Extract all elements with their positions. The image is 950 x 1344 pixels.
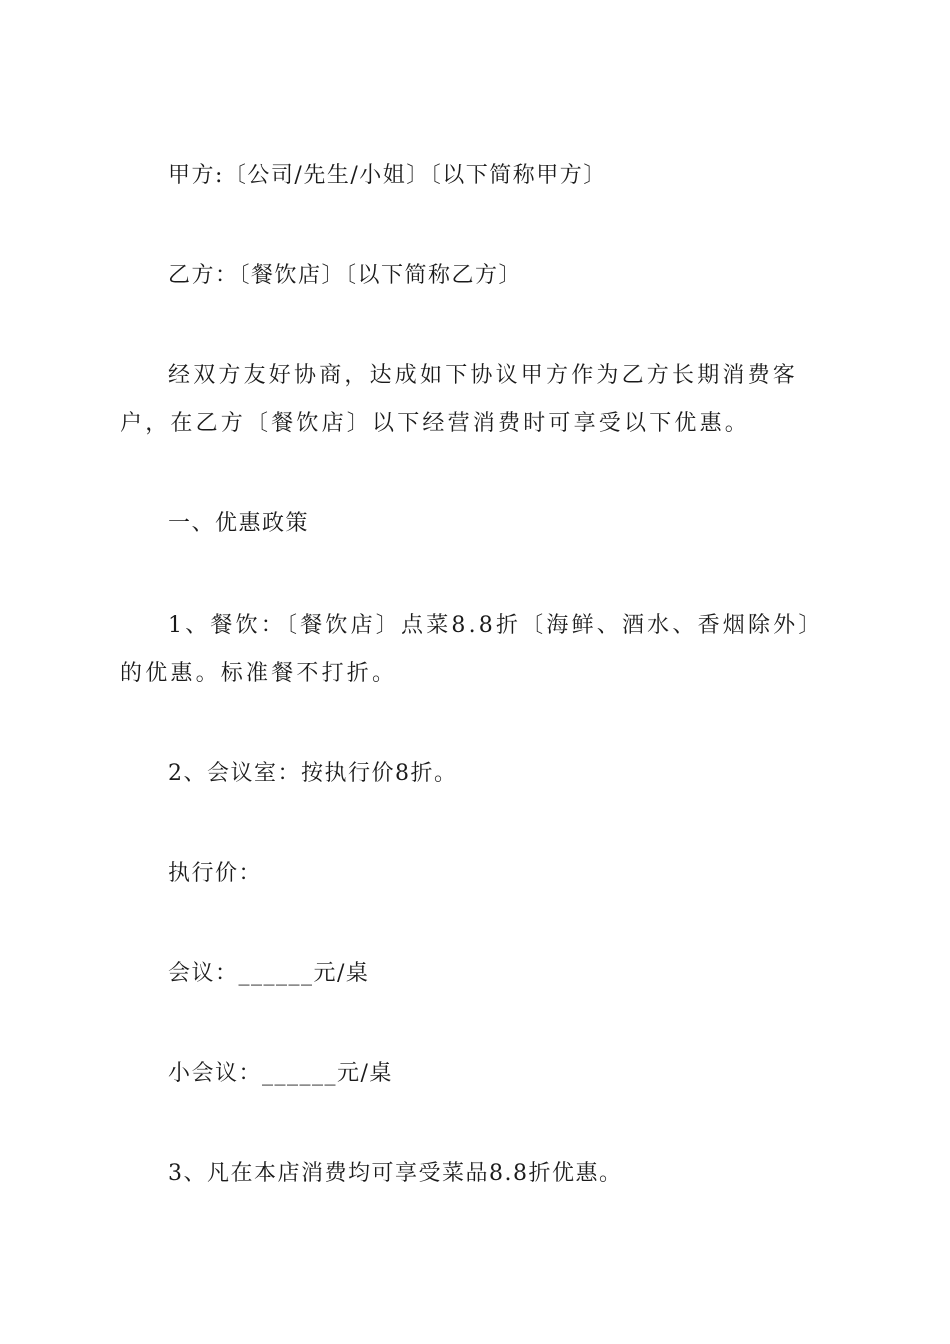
item-3-paragraph: 3、凡在本店消费均可享受菜品8.8折优惠。 bbox=[168, 1161, 623, 1186]
intro-paragraph: 经双方友好协商，达成如下协议甲方作为乙方长期消费客户，在乙方〔餐饮店〕以下经营消费时可享受以下优惠。 bbox=[120, 363, 799, 436]
item-1-paragraph: 1、餐饮：〔餐饮店〕点菜8.8折〔海鲜、酒水、香烟除外〕的优惠。标准餐不打折。 bbox=[120, 613, 824, 686]
small-meeting-price-line: 小会议：______元/桌 bbox=[168, 1061, 393, 1086]
item-2-paragraph: 2、会议室：按执行价8折。 bbox=[168, 761, 458, 786]
section-title: 一、优惠政策 bbox=[168, 511, 310, 536]
meeting-price-line: 会议：______元/桌 bbox=[168, 961, 370, 986]
party-a-line: 甲方:〔公司/先生/小姐〕〔以下简称甲方〕 bbox=[168, 163, 607, 188]
party-b-line: 乙方：〔餐饮店〕〔以下简称乙方〕 bbox=[168, 263, 523, 288]
price-label: 执行价： bbox=[168, 861, 263, 886]
